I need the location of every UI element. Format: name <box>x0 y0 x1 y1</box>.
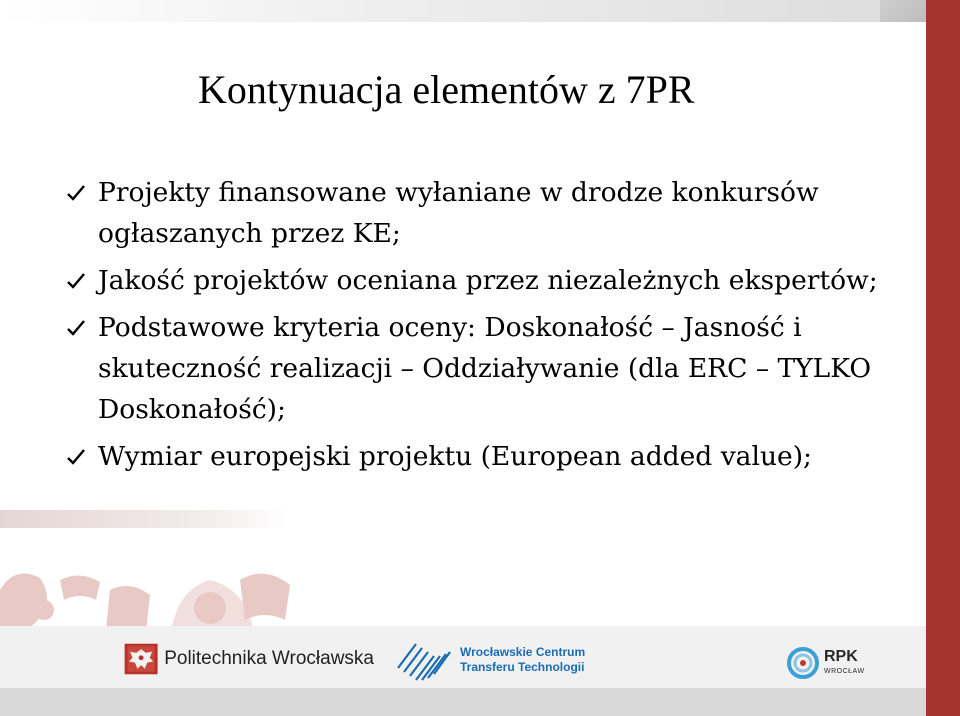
rpk-sub: WROCŁAW <box>824 668 865 675</box>
rpk-logo <box>786 642 896 684</box>
politechnika-logo <box>124 632 374 686</box>
bullet-list <box>62 172 922 483</box>
decorative-band <box>0 510 290 528</box>
bullet-item <box>62 307 922 430</box>
bullet-text: Podstawowe kryteria oceny: Doskonałość – Jasność i skuteczność realizacji – Oddziaływanie (dla ERC – TYLKO Doskonałość); <box>98 312 872 425</box>
rpk-label <box>824 648 865 678</box>
slide-title: Kontynuacja elementów z 7PR <box>198 67 695 112</box>
bullet-text: Jakość projektów oceniana przez niezależnych ekspertów; <box>98 265 878 296</box>
rpk-main: RPK <box>824 648 858 665</box>
bullet-item <box>62 260 922 301</box>
footer-bottom-strip <box>0 688 926 716</box>
check-mark-icon <box>62 436 90 477</box>
top-decorative-strip <box>0 0 926 22</box>
right-accent-bar <box>926 0 960 716</box>
politechnika-name: Politechnika Wrocławska <box>164 648 374 669</box>
bullet-text: Projekty finansowane wyłaniane w drodze konkursów ogłaszanych przez KE; <box>98 177 819 249</box>
wctt-logo <box>396 636 586 684</box>
rpk-target-icon <box>786 646 820 680</box>
bullet-text: Wymiar europejski projektu (European added value); <box>98 441 812 472</box>
check-mark-icon <box>62 260 90 301</box>
wctt-stripes-icon <box>396 638 452 682</box>
wctt-line2: Transferu Technologii <box>460 660 585 674</box>
check-mark-icon <box>62 172 90 213</box>
bullet-item <box>62 436 922 477</box>
wctt-name <box>460 645 585 675</box>
bullet-item <box>62 172 922 254</box>
check-mark-icon <box>62 307 90 348</box>
top-corner-decoration <box>880 0 926 22</box>
eagle-emblem-icon <box>124 633 158 685</box>
wctt-line1: Wrocławskie Centrum <box>460 645 586 659</box>
